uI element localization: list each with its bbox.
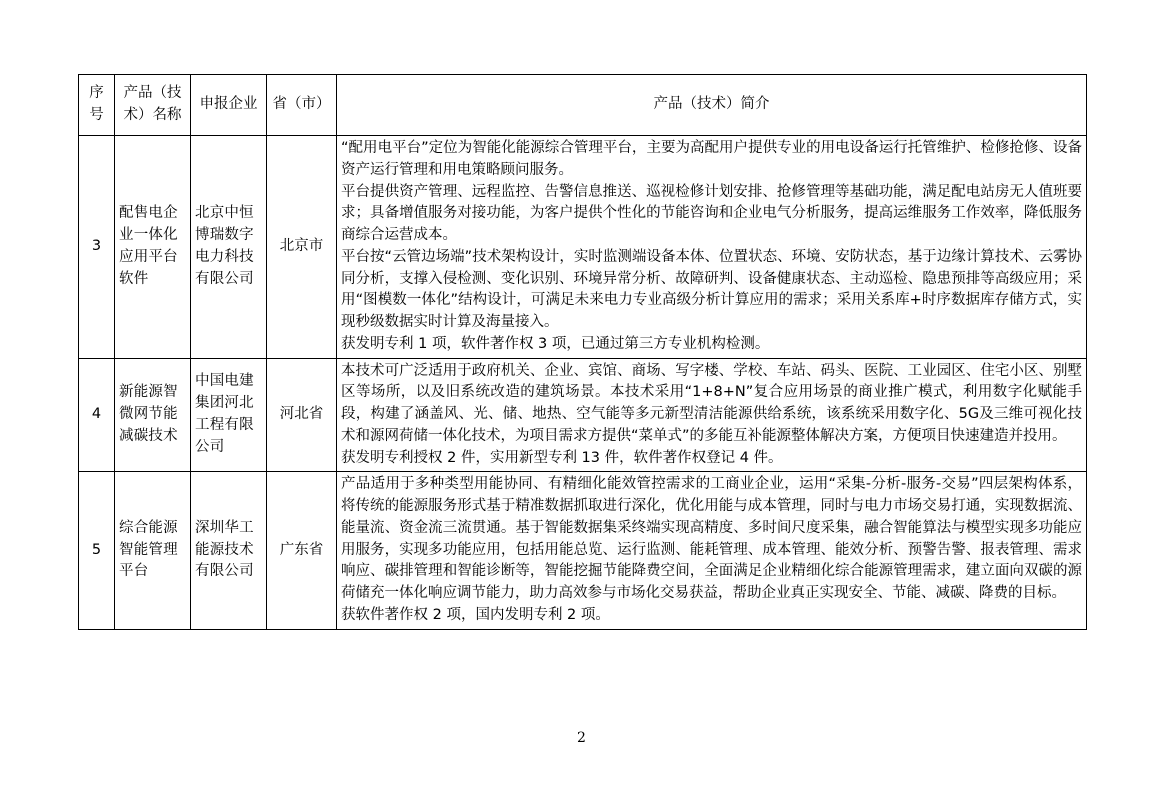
description-paragraph: 获软件著作权 2 项，国内发明专利 2 项。: [341, 606, 610, 623]
table-header-row: [79, 75, 1087, 136]
description-paragraph: 获发明专利 1 项，软件著作权 3 项，已通过第三方专业机构检测。: [341, 335, 770, 352]
cell-no: 3: [79, 136, 115, 359]
cell-product-name: 新能源智微网节能减碳技术: [115, 358, 191, 472]
table-header: [79, 75, 1087, 136]
header-cell-no: 序号: [79, 75, 115, 136]
cell-no: 5: [79, 472, 115, 629]
product-technology-table: [78, 74, 1087, 630]
description-paragraph: 平台提供资产管理、远程监控、告警信息推送、巡视检修计划安排、抢修管理等基础功能，满足配电站房无人值班要求；具备增值服务对接功能，为客户提供个性化的节能咨询和企业电气分析服务，提高运维服务工作效率，降低服务商综合运营成本。: [341, 183, 1082, 243]
description-paragraph: “配用电平台”定位为智能化能源综合管理平台，主要为高配用户提供专业的用电设备运行托管维护、检修抢修、设备资产运行管理和用电策略顾问服务。: [341, 140, 1082, 178]
description-paragraph: 平台按“云管边场端”技术架构设计，实时监测端设备本体、位置状态、环境、安防状态，基于边缘计算技术、云雾协同分析，支撑入侵检测、变化识别、环境异常分析、故障研判、设备健康状态、主动巡检、隐患预排等高级应用；采用“图模数一体化”结构设计，可满足未来电力专业高级分析计算应用的需求；采用关系库+时序数据库存储方式，实现秒级数据实时计算及海量接入。: [341, 248, 1082, 330]
description-paragraph: 本技术可广泛适用于政府机关、企业、宾馆、商场、写字楼、学校、车站、码头、医院、工业园区、住宅小区、别墅区等场所，以及旧系统改造的建筑场景。本技术采用“1+8+N”复合应用场景的商业推广模式，利用数字化赋能手段，构建了涵盖风、光、储、地热、空气能等多元新型清洁能源供给系统，该系统采用数字化、5G及三维可视化技术和源网荷储一体化技术，为项目需求方提供“菜单式”的多能互补能源整体解决方案，方便项目快速建造并投用。: [341, 362, 1082, 444]
cell-no: 4: [79, 358, 115, 472]
table-body: [79, 136, 1087, 630]
cell-description: [337, 358, 1087, 472]
description-paragraph: 获发明专利授权 2 件，实用新型专利 13 件，软件著作权登记 4 件。: [341, 449, 783, 466]
description-paragraph: 产品适用于多种类型用能协同、有精细化能效管控需求的工商业企业，运用“采集-分析-服务-交易”四层架构体系，将传统的能源服务形式基于精准数据抓取进行深化，优化用能与成本管理，同时与电力市场交易打通，实现数据流、能量流、资金流三流贯通。基于智能数据集采终端实现高精度、多时间尺度采集，融合智能算法与模型实现多功能应用服务，实现多功能应用，包括用能总览、运行监测、能耗管理、成本管理、能效分析、预警告警、报表管理、需求响应、碳排管理和智能诊断等，智能挖掘节能降费空间，全面满足企业精细化综合能源管理需求，建立面向双碳的源荷储充一体化响应调节能力，助力高效参与市场化交易获益，帮助企业真正实现安全、节能、减碳、降费的目标。: [341, 476, 1082, 601]
cell-company: 深圳华工能源技术有限公司: [191, 472, 267, 629]
header-cell-product-name: 产品（技术）名称: [115, 75, 191, 136]
header-cell-company: 申报企业: [191, 75, 267, 136]
header-cell-province: 省（市）: [267, 75, 337, 136]
cell-product-name: 综合能源智能管理平台: [115, 472, 191, 629]
table-row: [79, 136, 1087, 359]
cell-company: 中国电建集团河北工程有限公司: [191, 358, 267, 472]
header-cell-description: 产品（技术）简介: [337, 75, 1087, 136]
table-row: [79, 358, 1087, 472]
cell-province: 北京市: [267, 136, 337, 359]
page-number: 2: [577, 730, 586, 746]
cell-description: [337, 136, 1087, 359]
table-row: [79, 472, 1087, 629]
cell-province: 河北省: [267, 358, 337, 472]
cell-product-name: 配售电企业一体化应用平台软件: [115, 136, 191, 359]
cell-province: 广东省: [267, 472, 337, 629]
cell-description: [337, 472, 1087, 629]
cell-company: 北京中恒博瑞数字电力科技有限公司: [191, 136, 267, 359]
